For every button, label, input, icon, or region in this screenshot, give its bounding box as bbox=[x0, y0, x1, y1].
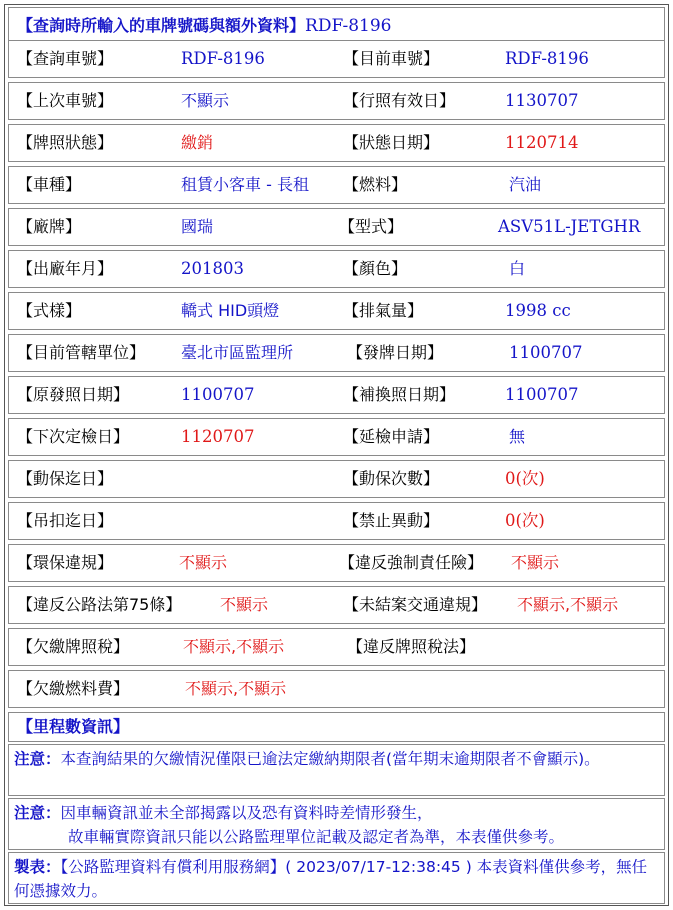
mileage-header-row bbox=[8, 712, 665, 742]
row-vehicle-type bbox=[8, 166, 665, 204]
value-body-style: 轎式 HID頭燈 bbox=[181, 301, 280, 320]
label-unpaid-plate-tax: 【欠繳牌照稅】 bbox=[17, 637, 130, 656]
value-original-issue-date: 1100707 bbox=[181, 385, 255, 404]
label-model: 【型式】 bbox=[339, 217, 404, 236]
label-color: 【顏色】 bbox=[343, 259, 408, 278]
footer-body: 【公路監理資料有償利用服務網】( 2023/07/17-12:38:45 ) 本表資料僅供參考，無任何憑據效力。 bbox=[14, 858, 648, 900]
label-issue-date: 【發牌日期】 bbox=[347, 343, 444, 362]
page-title bbox=[17, 8, 392, 44]
note-overdue bbox=[8, 744, 665, 796]
value-unresolved-traffic: 不顯示,不顯示 bbox=[517, 595, 619, 614]
row-plate-tax bbox=[8, 628, 665, 666]
value-query-plate: RDF-8196 bbox=[181, 49, 265, 68]
label-current-plate: 【目前車號】 bbox=[343, 49, 440, 68]
label-unresolved-traffic: 【未結案交通違規】 bbox=[343, 595, 488, 614]
footer-head: 製表： bbox=[14, 858, 61, 876]
value-previous-plate: 不顯示 bbox=[181, 91, 230, 110]
value-fuel: 汽油 bbox=[509, 175, 542, 194]
note-disclaimer bbox=[8, 798, 665, 850]
label-previous-plate: 【上次車號】 bbox=[17, 91, 114, 110]
row-suspension bbox=[8, 502, 665, 540]
value-issue-date: 1100707 bbox=[509, 343, 583, 362]
title-prefix: 【查詢時所輸入的車牌號碼與額外資料】 bbox=[17, 16, 306, 35]
label-manufacture-date: 【出廠年月】 bbox=[17, 259, 114, 278]
label-unpaid-fuel-fee: 【欠繳燃料費】 bbox=[17, 679, 130, 698]
label-body-style: 【式樣】 bbox=[17, 301, 82, 320]
value-insurance-violation: 不顯示 bbox=[511, 553, 560, 572]
row-fuel-fee bbox=[8, 670, 665, 708]
value-chattel-mortgage-count: 0(次) bbox=[505, 469, 545, 488]
label-reissue-date: 【補換照日期】 bbox=[343, 385, 456, 404]
value-unpaid-fuel-fee: 不顯示,不顯示 bbox=[185, 679, 287, 698]
mileage-header: 【里程數資訊】 bbox=[17, 717, 130, 736]
row-plate bbox=[8, 40, 665, 78]
label-inspection-delay: 【延檢申請】 bbox=[343, 427, 440, 446]
row-brand bbox=[8, 208, 665, 246]
label-insurance-violation: 【違反強制責任險】 bbox=[339, 553, 484, 572]
label-plate-tax-violation: 【違反牌照稅法】 bbox=[347, 637, 476, 656]
label-brand: 【廠牌】 bbox=[17, 217, 82, 236]
label-original-issue-date: 【原發照日期】 bbox=[17, 385, 130, 404]
label-vehicle-type: 【車種】 bbox=[17, 175, 82, 194]
label-plate-status: 【牌照狀態】 bbox=[17, 133, 114, 152]
row-next-inspection bbox=[8, 418, 665, 456]
value-unpaid-plate-tax: 不顯示,不顯示 bbox=[183, 637, 285, 656]
row-body-style bbox=[8, 292, 665, 330]
value-inspection-delay: 無 bbox=[509, 427, 526, 446]
value-environmental-violation: 不顯示 bbox=[179, 553, 228, 572]
note-overdue-head: 注意： bbox=[14, 750, 61, 768]
label-jurisdiction: 【目前管轄單位】 bbox=[17, 343, 146, 362]
label-fuel: 【燃料】 bbox=[343, 175, 408, 194]
value-brand: 國瑞 bbox=[181, 217, 214, 236]
label-query-plate: 【查詢車號】 bbox=[17, 49, 114, 68]
label-displacement: 【排氣量】 bbox=[343, 301, 424, 320]
note-disclaimer-line1: 因車輛資訊並未全部揭露以及恐有資料時差情形發生， bbox=[60, 804, 433, 822]
row-environmental bbox=[8, 544, 665, 582]
note-disclaimer-head: 注意： bbox=[14, 804, 61, 822]
row-manufacture-date bbox=[8, 250, 665, 288]
label-license-expiry: 【行照有效日】 bbox=[343, 91, 456, 110]
row-previous-plate bbox=[8, 82, 665, 120]
value-transfer-ban: 0(次) bbox=[505, 511, 545, 530]
note-overdue-body: 本查詢結果的欠繳情況僅限已逾法定繳納期限者(當年期末逾期限者不會顯示)。 bbox=[60, 750, 600, 768]
row-plate-status bbox=[8, 124, 665, 162]
value-highway-law-violation: 不顯示 bbox=[220, 595, 269, 614]
label-suspension-end: 【吊扣迄日】 bbox=[17, 511, 114, 530]
value-reissue-date: 1100707 bbox=[505, 385, 579, 404]
value-color: 白 bbox=[509, 259, 526, 278]
value-model: ASV51L-JETGHR bbox=[498, 217, 641, 236]
label-next-inspection: 【下次定檢日】 bbox=[17, 427, 130, 446]
value-next-inspection: 1120707 bbox=[181, 427, 255, 446]
row-jurisdiction bbox=[8, 334, 665, 372]
value-license-expiry: 1130707 bbox=[505, 91, 579, 110]
value-status-date: 1120714 bbox=[505, 133, 579, 152]
label-environmental-violation: 【環保違規】 bbox=[17, 553, 114, 572]
label-status-date: 【狀態日期】 bbox=[343, 133, 440, 152]
value-vehicle-type: 租賃小客車 - 長租 bbox=[181, 175, 309, 194]
label-chattel-mortgage-count: 【動保次數】 bbox=[343, 469, 440, 488]
footer-note bbox=[8, 852, 665, 904]
label-transfer-ban: 【禁止異動】 bbox=[343, 511, 440, 530]
value-manufacture-date: 201803 bbox=[181, 259, 244, 278]
row-highway-law bbox=[8, 586, 665, 624]
value-plate-status: 繳銷 bbox=[181, 133, 214, 152]
note-disclaimer-line2: 故車輛實際資訊只能以公路監理單位記載及認定者為準，本表僅供參考。 bbox=[68, 828, 565, 846]
label-chattel-mortgage-end: 【動保迄日】 bbox=[17, 469, 114, 488]
label-highway-law-violation: 【違反公路法第75條】 bbox=[17, 595, 182, 614]
value-displacement: 1998 cc bbox=[505, 301, 571, 320]
row-original-issue bbox=[8, 376, 665, 414]
result-panel bbox=[4, 4, 669, 906]
row-chattel-mortgage bbox=[8, 460, 665, 498]
title-plate: RDF-8196 bbox=[305, 16, 392, 36]
value-current-plate: RDF-8196 bbox=[505, 49, 589, 68]
value-jurisdiction: 臺北市區監理所 bbox=[181, 343, 294, 362]
